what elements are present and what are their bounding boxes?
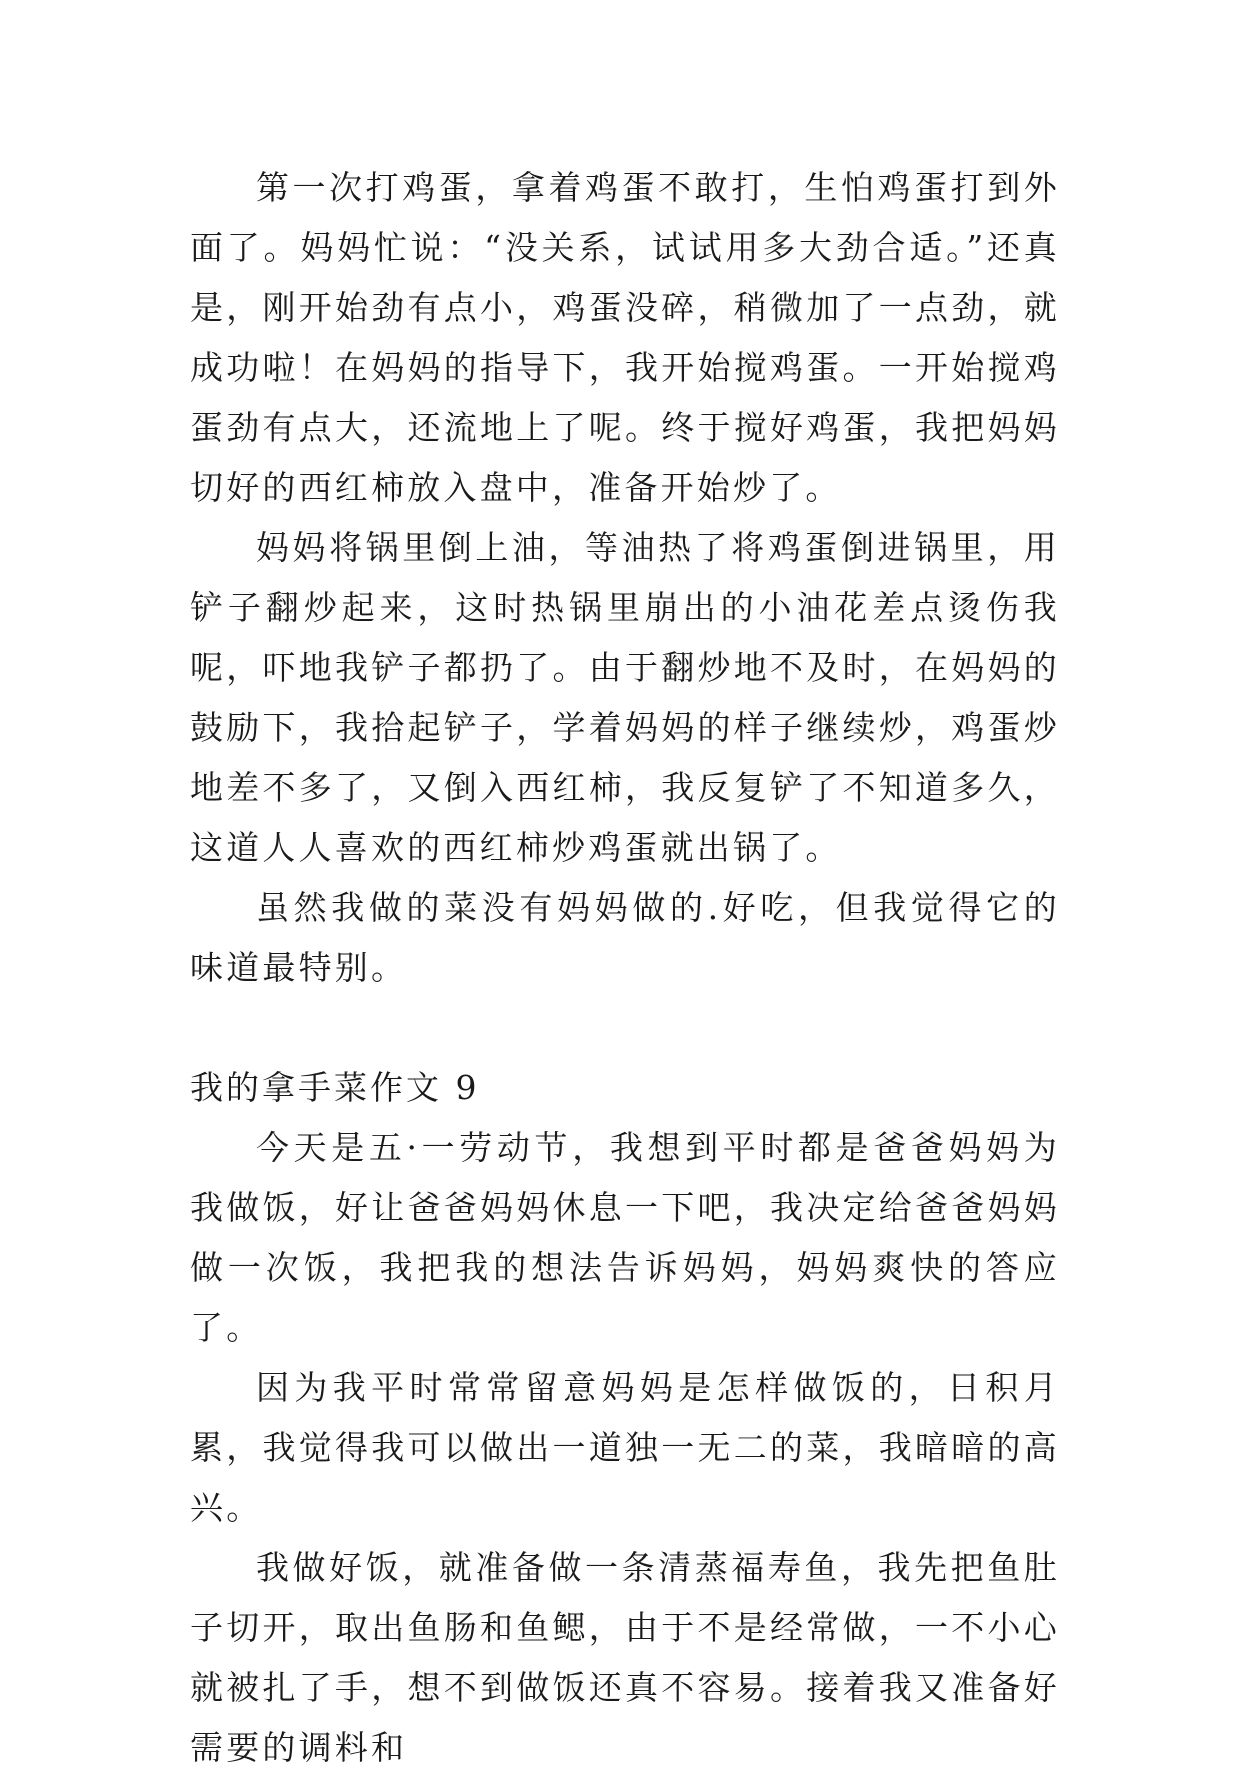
- section-title: 我的拿手菜作文 9: [190, 1068, 480, 1107]
- paragraph-labor-day: 今天是五·一劳动节，我想到平时都是爸爸妈妈为我做饭，好让爸爸妈妈休息一下吧，我决定给爸爸妈妈做一次饭，我把我的想法告诉妈妈，妈妈爽快的答应了。: [190, 1128, 1060, 1347]
- paragraph-egg-cracking: 第一次打鸡蛋，拿着鸡蛋不敢打，生怕鸡蛋打到外面了。妈妈忙说：“没关系，试试用多大劲合适。”还真是，刚开始劲有点小，鸡蛋没碎，稍微加了一点劲，就成功啦！在妈妈的指导下，我开始搅鸡蛋。一开始搅鸡蛋劲有点大，还流地上了呢。终于搅好鸡蛋，我把妈妈切好的西红柿放入盘中，准备开始炒了。: [190, 168, 1060, 507]
- paragraph-stir-frying: 妈妈将锅里倒上油，等油热了将鸡蛋倒进锅里，用铲子翻炒起来，这时热锅里崩出的小油花差点烫伤我呢，吓地我铲子都扔了。由于翻炒地不及时，在妈妈的鼓励下，我拾起铲子，学着妈妈的样子继续炒，鸡蛋炒地差不多了，又倒入西红柿，我反复铲了不知道多久，这道人人喜欢的西红柿炒鸡蛋就出锅了。: [190, 528, 1060, 867]
- document-body: [190, 158, 1060, 1778]
- paragraph-conclusion: 虽然我做的菜没有妈妈做的.好吃，但我觉得它的味道最特别。: [190, 888, 1060, 987]
- section-spacer: [190, 998, 1060, 1058]
- paragraph-steamed-fish: 我做好饭，就准备做一条清蒸福寿鱼，我先把鱼肚子切开，取出鱼肠和鱼鳃，由于不是经常做，一不小心就被扎了手，想不到做饭还真不容易。接着我又准备好需要的调料和: [190, 1548, 1060, 1767]
- paragraph-observation: 因为我平时常常留意妈妈是怎样做饭的，日积月累，我觉得我可以做出一道独一无二的菜，我暗暗的高兴。: [190, 1368, 1060, 1527]
